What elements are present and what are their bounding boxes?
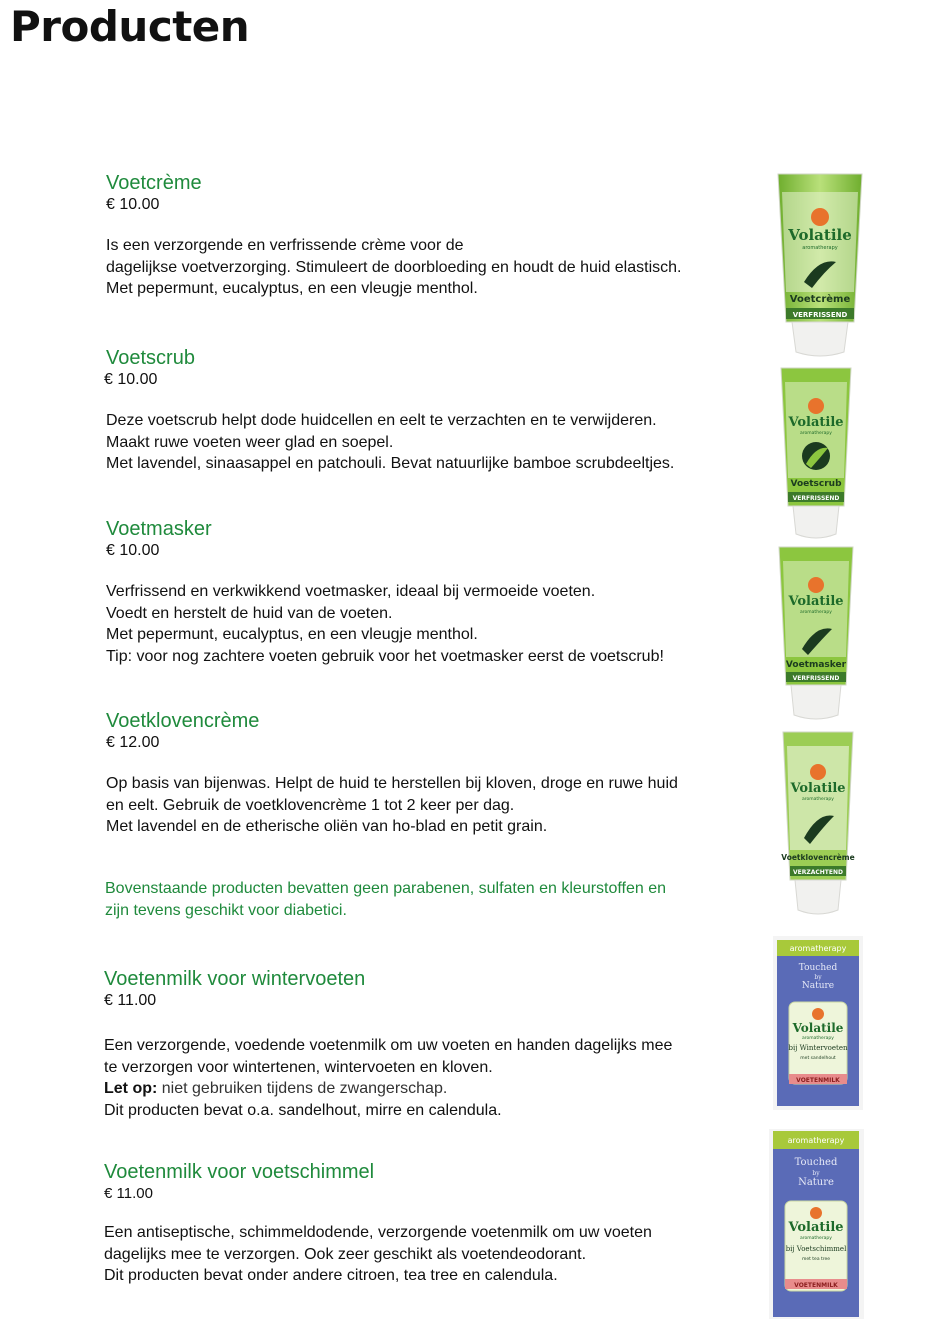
description-line: Met lavendel en de etherische oliën van ho-blad en petit grain. (106, 818, 548, 835)
product-description (106, 235, 681, 300)
svg-text:Voetklovencrème: Voetklovencrème (781, 853, 855, 862)
svg-text:aromatherapy: aromatherapy (800, 431, 832, 436)
warning-text: niet gebruiken tijdens de zwangerschap. (157, 1080, 448, 1097)
svg-text:met tea tree: met tea tree (801, 1257, 831, 1262)
product-name: Voetscrub (106, 347, 195, 369)
svg-text:bij Wintervoeten: bij Wintervoeten (788, 1044, 848, 1052)
product-name: Voetenmilk voor voetschimmel (104, 1161, 375, 1183)
flower-icon (810, 1207, 822, 1219)
description-line: Dit producten bevat o.a. sandelhout, mirre en calendula. (104, 1101, 502, 1119)
svg-text:Volatile: Volatile (788, 1220, 844, 1235)
svg-text:by: by (812, 1170, 820, 1177)
product-price: € 11.00 (104, 1185, 153, 1202)
product-price: € 10.00 (106, 196, 160, 213)
svg-text:Volatile: Volatile (788, 594, 844, 609)
svg-text:aromatherapy: aromatherapy (800, 610, 832, 615)
description-line: dagelijks mee te verzorgen. Ook zeer geschikt als voetendeodorant. (104, 1245, 587, 1263)
svg-text:VERFRISSEND: VERFRISSEND (792, 495, 840, 502)
product-image-voetenmilk-voetschimmel (769, 1129, 864, 1319)
description-line: Dit producten bevat onder andere citroen, tea tree en calendula. (104, 1267, 558, 1284)
flower-icon (812, 1008, 824, 1020)
svg-text:bij Voetschimmel: bij Voetschimmel (785, 1245, 847, 1253)
svg-text:VERZACHTEND: VERZACHTEND (793, 869, 843, 876)
product-price: € 11.00 (104, 992, 157, 1009)
description-line: Maakt ruwe voeten weer glad en soepel. (106, 433, 394, 451)
product-description (106, 773, 678, 838)
flower-icon (808, 398, 824, 414)
product-name: Voetcrème (106, 172, 202, 194)
svg-text:aromatherapy: aromatherapy (800, 1236, 832, 1241)
warning-label: Let op: (104, 1080, 158, 1097)
svg-text:Touched: Touched (798, 963, 838, 973)
svg-text:aromatherapy: aromatherapy (787, 1136, 845, 1145)
description-line: Is een verzorgende en verfrissende crème voor de (106, 237, 464, 254)
svg-text:by: by (814, 974, 822, 981)
description-line: en eelt. Gebruik de voetklovencrème 1 tot 2 keer per dag. (106, 796, 515, 814)
description-line: Voedt en herstelt de huid van de voeten. (106, 604, 393, 622)
warning-line (104, 1078, 672, 1100)
svg-text:Voetmasker: Voetmasker (785, 660, 847, 670)
svg-text:Nature: Nature (801, 981, 835, 991)
svg-text:Volatile: Volatile (788, 226, 852, 244)
svg-text:VERFRISSEND: VERFRISSEND (792, 311, 848, 319)
product-image-voetscrub (778, 366, 854, 540)
svg-text:Voetcrème: Voetcrème (789, 294, 851, 305)
ingredients-note (105, 878, 666, 922)
description-line: Een antiseptische, schimmeldodende, verzorgende voetenmilk om uw voeten (104, 1224, 652, 1241)
note-line: Bovenstaande producten bevatten geen parabenen, sulfaten en kleurstoffen en (105, 880, 667, 897)
product-description (106, 581, 664, 667)
product-name: Voetklovencrème (106, 710, 260, 732)
svg-text:VOETENMILK: VOETENMILK (796, 1077, 840, 1084)
product-price: € 10.00 (104, 371, 158, 388)
description-line: dagelijkse voetverzorging. Stimuleert de doorbloeding en houdt de huid elastisch. (106, 258, 682, 276)
product-price: € 12.00 (106, 734, 160, 751)
svg-text:Nature: Nature (798, 1177, 834, 1188)
flower-icon (808, 577, 824, 593)
svg-text:VERFRISSEND: VERFRISSEND (792, 675, 840, 682)
product-description (106, 410, 674, 475)
svg-text:Touched: Touched (794, 1157, 838, 1168)
svg-text:VOETENMILK: VOETENMILK (794, 1282, 838, 1289)
product-name: Voetenmilk voor wintervoeten (104, 968, 366, 990)
svg-text:Voetscrub: Voetscrub (790, 479, 842, 489)
description-line: Met pepermunt, eucalyptus, en een vleugje menthol. (106, 626, 478, 643)
product-description (104, 1222, 652, 1287)
product-image-voetcreme (774, 172, 866, 358)
description-line: Op basis van bijenwas. Helpt de huid te herstellen bij kloven, droge en ruwe huid (106, 775, 678, 792)
svg-text:Volatile: Volatile (792, 1021, 844, 1035)
description-line: Een verzorgende, voedende voetenmilk om uw voeten en handen dagelijks mee (104, 1037, 673, 1054)
description-line: Tip: voor nog zachtere voeten gebruik voor het voetmasker eerst de voetscrub! (106, 647, 664, 665)
product-name: Voetmasker (106, 518, 212, 540)
note-line: zijn tevens geschikt voor diabetici. (105, 902, 347, 919)
description-line: Deze voetscrub helpt dode huidcellen en eelt te verzachten en te verwijderen. (106, 412, 657, 429)
svg-text:aromatherapy: aromatherapy (802, 1036, 834, 1041)
product-image-voetenmilk-wintervoeten (773, 936, 863, 1110)
svg-text:met sandelhout: met sandelhout (800, 1056, 836, 1061)
flower-icon (811, 208, 829, 226)
description-line: Met pepermunt, eucalyptus, en een vleugje menthol. (106, 280, 478, 297)
flower-icon (810, 764, 826, 780)
description-line: Met lavendel, sinaasappel en patchouli. Bevat natuurlijke bamboe scrubdeeltjes. (106, 455, 675, 472)
product-image-voetmasker (776, 545, 856, 721)
product-description (104, 1035, 672, 1121)
product-image-voetklovencreme (780, 730, 856, 918)
svg-text:aromatherapy: aromatherapy (802, 797, 834, 802)
svg-text:aromatherapy: aromatherapy (789, 944, 847, 953)
svg-text:Volatile: Volatile (788, 415, 844, 430)
page-title: Producten (10, 2, 250, 51)
svg-text:aromatherapy: aromatherapy (802, 245, 838, 251)
description-line: te verzorgen voor wintertenen, wintervoeten en kloven. (104, 1058, 493, 1076)
product-price: € 10.00 (106, 542, 160, 559)
description-line: Verfrissend en verkwikkend voetmasker, ideaal bij vermoeide voeten. (106, 583, 596, 600)
svg-text:Volatile: Volatile (790, 781, 846, 796)
